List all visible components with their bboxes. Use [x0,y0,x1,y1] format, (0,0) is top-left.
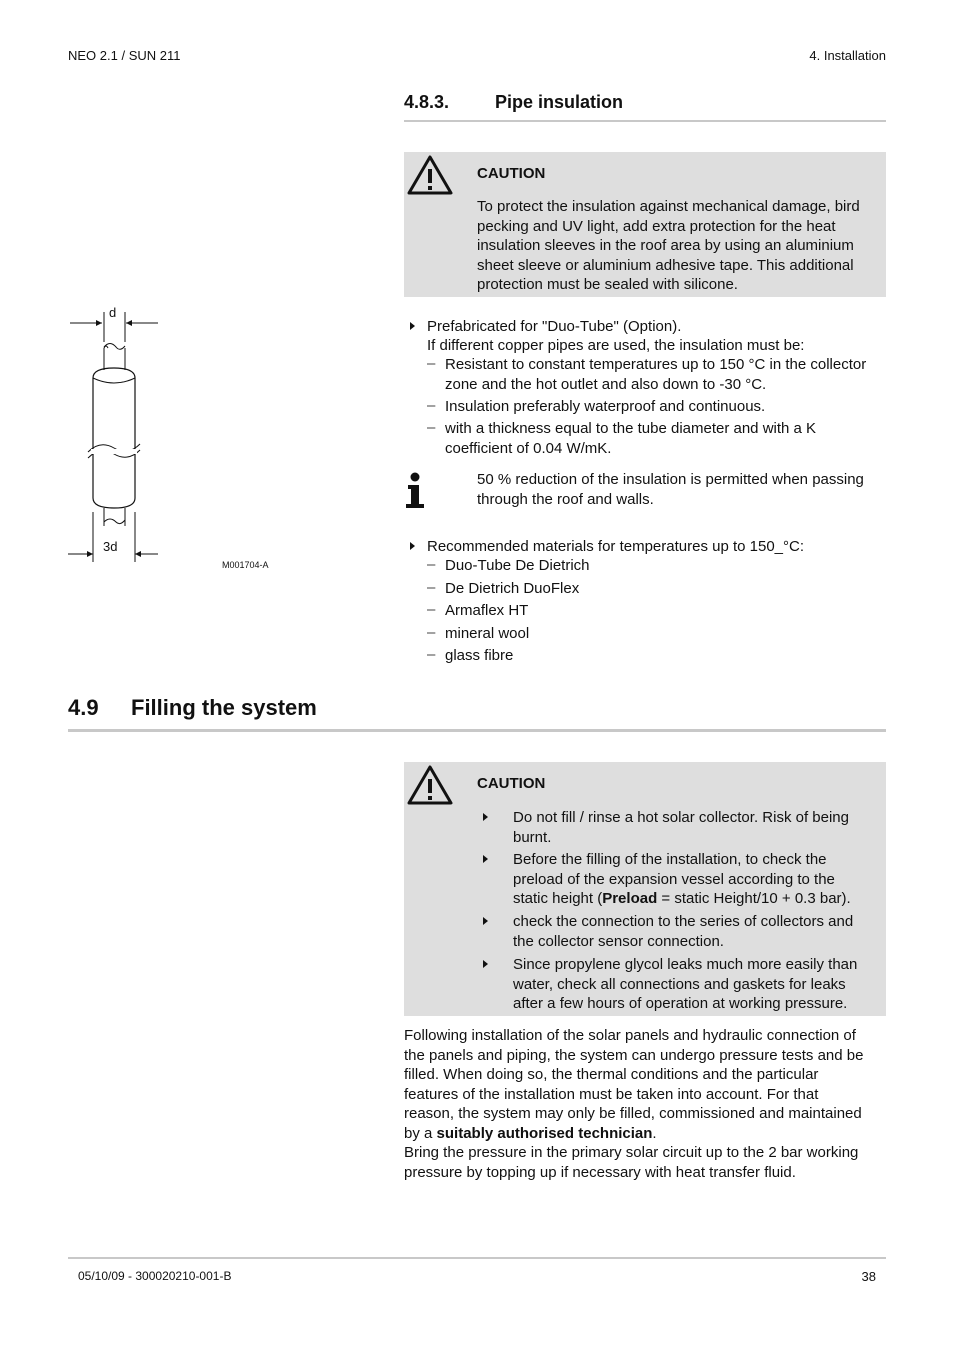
body-paragraph: Following installation of the solar panels and hydraulic connection of the panels and piping, the system can undergo pressure tests and be filled. When doing so, the thermal conditions and the particular features of the installation must be taken into account. For that reason, the system may only be filled, commissioned and maintained by a suitably authorised technician. Bring the pressure in the primary solar circuit up to the 2 bar working pressure by topping up if necessary with heat transfer fluid. [404,1027,864,1181]
section-title: Pipe insulation [495,92,624,112]
bullet-text: If different copper pipes are used, the insulation must be: [427,337,805,354]
bullet-arrow-icon [483,960,488,968]
warning-triangle-icon [406,764,454,806]
caution-title: CAUTION [477,165,546,182]
list-item: Duo-Tube De Dietrich [445,557,590,574]
bullet-arrow-icon [410,542,415,550]
section-number: 4.9 [68,695,99,720]
dash-marker: – [427,646,436,663]
dash-marker: – [427,601,436,618]
bullet-arrow-icon [410,322,415,330]
list-item: with a thickness equal to the tube diameter and with a K coefficient of 0.04 W/mK. [445,420,817,457]
list-item: glass fibre [445,647,514,664]
dash-marker: – [427,419,436,436]
bullet-text: Prefabricated for "Duo-Tube" (Option). [427,318,682,335]
document-header-left: NEO 2.1 / SUN 211 [68,48,181,63]
caution-item: check the connection to the series of collectors and the collector sensor connection. [513,913,854,950]
list-item: Armaflex HT [445,602,529,619]
list-item: mineral wool [445,625,530,642]
section-rule [68,729,886,732]
section-title: Filling the system [131,695,317,720]
footer-doc-ref: 05/10/09 - 300020210-001-B [78,1269,232,1283]
pipe-insulation-figure [60,300,290,580]
info-text: 50 % reduction of the insulation is permitted when passing through the roof and walls. [477,471,864,508]
list-item: Insulation preferably waterproof and continuous. [445,398,766,415]
footer-rule [68,1257,886,1259]
bullet-text: Recommended materials for temperatures up to 150_°C: [427,538,805,555]
dash-marker: – [427,355,436,372]
section-number: 4.8.3. [404,92,450,112]
info-icon [404,472,428,510]
caution-box [404,152,886,297]
caution-item: Do not fill / rinse a hot solar collector. Risk of being burnt. [513,809,849,846]
figure-label-3d: 3d [103,539,118,554]
caution-item: Before the filling of the installation, to check the preload of the expansion vessel according to the static height (Preload = static Height/10 + 0.3 bar). [513,851,851,907]
figure-label-d: d [109,305,117,320]
caution-item: Since propylene glycol leaks much more easily than water, check all connections and gaskets for leaks after a few hours of operation at working pressure. [513,956,858,1012]
dash-marker: – [427,556,436,573]
warning-triangle-icon [406,154,454,196]
dash-marker: – [427,397,436,414]
caution-title: CAUTION [477,775,546,792]
bullet-arrow-icon [483,813,488,821]
list-item: De Dietrich DuoFlex [445,580,580,597]
dash-marker: – [427,579,436,596]
caution-text: To protect the insulation against mechanical damage, bird pecking and UV light, add extra protection for the heat insulation sleeves in the roof area by using an aluminium sheet sleeve or aluminium adhesive tape. This additional protection must be sealed with silicone. [477,198,860,293]
dash-marker: – [427,624,436,641]
caution-box [404,762,886,1016]
document-header-right: 4. Installation [809,48,886,63]
bullet-arrow-icon [483,917,488,925]
figure-code: M001704-A [222,560,269,570]
list-item: Resistant to constant temperatures up to 150 °C in the collector zone and the hot outlet and also down to -30 °C. [445,356,867,393]
page-number: 38 [861,1269,876,1284]
bullet-arrow-icon [483,855,488,863]
section-rule [404,120,886,122]
